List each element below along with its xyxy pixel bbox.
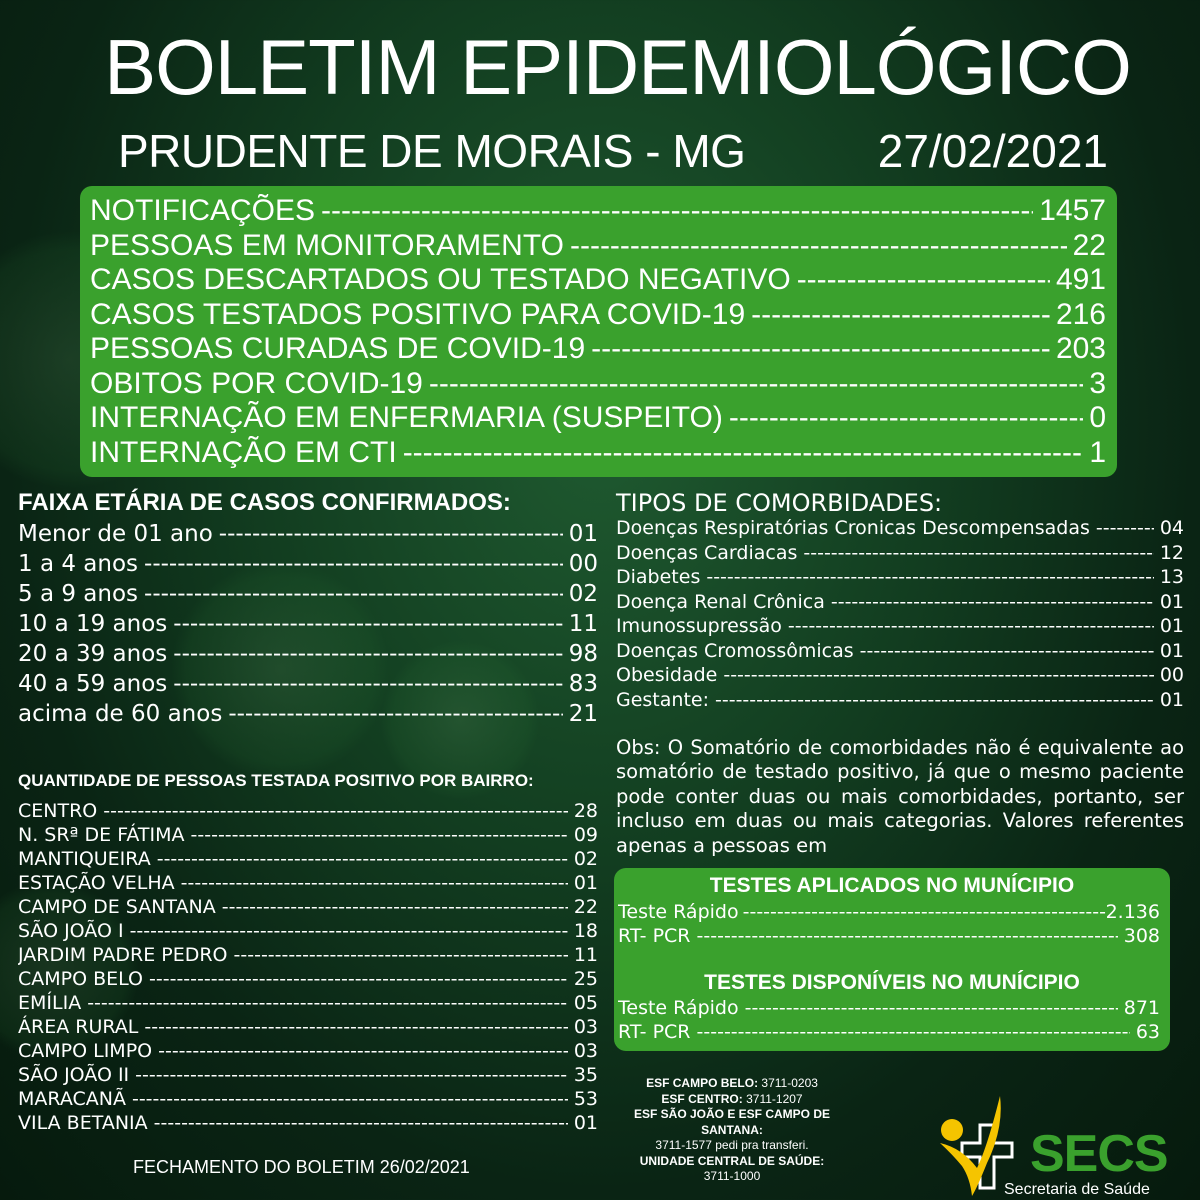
contact-label: ESF CENTRO: (661, 1091, 743, 1106)
neighborhood-row (18, 895, 598, 919)
leader-dashes (797, 263, 1050, 298)
neighborhoods-title: QUANTIDADE DE PESSOAS TESTADA POSITIVO POR BAIRRO: (18, 771, 534, 790)
leader-dashes (831, 590, 1154, 615)
comorbidity-value: 12 (1159, 541, 1184, 564)
tests-applied-title: TESTES APLICADOS NO MUNÍCIPIO (709, 874, 1075, 897)
leader-dashes (87, 991, 568, 1015)
leader-dashes (697, 924, 1118, 948)
comorbidity-row (616, 565, 1184, 590)
contact-line (612, 1107, 852, 1138)
neighborhood-value: 09 (573, 824, 598, 846)
summary-label: CASOS DESCARTADOS OU TESTADO NEGATIVO (90, 263, 791, 296)
neighborhood-value: 05 (573, 992, 598, 1014)
contact-line (612, 1169, 852, 1185)
leader-dashes (745, 996, 1118, 1020)
summary-row (90, 263, 1106, 298)
comorbidity-label: Diabetes (616, 566, 701, 588)
summary-label: INTERNAÇÃO EM CTI (90, 435, 397, 469)
leader-dashes (144, 1015, 567, 1039)
comorbidity-row (616, 516, 1184, 541)
leader-dashes (222, 895, 568, 919)
logo-subtitle: Secretaria de Saúde (1004, 1181, 1150, 1198)
summary-value: 22 (1072, 228, 1106, 262)
leader-dashes (788, 614, 1154, 639)
neighborhood-value: 01 (573, 872, 598, 894)
age-row (18, 549, 598, 579)
neighborhood-value: 02 (573, 848, 598, 870)
age-value: 00 (568, 551, 598, 577)
neighborhood-label: SÃO JOÃO II (18, 1064, 130, 1086)
age-row (18, 609, 598, 639)
comorbidity-row (616, 663, 1184, 688)
neighborhood-value: 53 (573, 1088, 598, 1110)
neighborhood-row (18, 943, 598, 967)
tests-panel (614, 868, 1170, 1051)
leader-dashes (723, 663, 1153, 688)
summary-row (90, 367, 1106, 402)
age-value: 21 (568, 701, 598, 727)
comorbidity-label: Imunossupressão (616, 615, 782, 637)
summary-row (90, 332, 1106, 367)
leader-dashes (321, 194, 1033, 229)
comorbidity-label: Doenças Cardiacas (616, 541, 798, 564)
summary-value: 3 (1089, 366, 1106, 400)
contact-label: ESF CAMPO BELO: (646, 1076, 759, 1090)
test-value: 308 (1123, 925, 1160, 947)
neighborhood-label: N. SRª DE FÁTIMA (18, 824, 185, 846)
age-row (18, 519, 598, 549)
neighborhood-label: JARDIM PADRE PEDRO (18, 944, 228, 966)
leader-dashes (130, 919, 568, 943)
leader-dashes (173, 609, 562, 639)
summary-label: CASOS TESTADOS POSITIVO PARA COVID-19 (90, 297, 746, 331)
age-value: 98 (568, 641, 598, 667)
neighborhood-label: MARACANÃ (18, 1088, 126, 1110)
leader-dashes (234, 943, 568, 967)
summary-label: PESSOAS EM MONITORAMENTO (90, 228, 564, 262)
leader-dashes (570, 229, 1067, 264)
leader-dashes (219, 519, 563, 549)
neighborhood-value: 22 (573, 896, 598, 918)
leader-dashes (144, 549, 563, 579)
contact-line (612, 1076, 852, 1092)
age-row (18, 699, 598, 729)
leader-dashes (751, 298, 1050, 333)
summary-value: 1 (1089, 435, 1106, 469)
age-value: 02 (568, 581, 598, 607)
comorbidity-row (616, 541, 1184, 566)
summary-value: 0 (1089, 401, 1106, 434)
leader-dashes (697, 1020, 1130, 1044)
contact-label: UNIDADE CENTRAL DE SAÚDE: (639, 1153, 825, 1168)
leader-dashes (132, 1087, 568, 1111)
test-value: 2.136 (1105, 901, 1160, 923)
comorbidity-label: Doenças Cromossômicas (616, 639, 854, 662)
summary-row (90, 298, 1106, 333)
leader-dashes (173, 669, 562, 699)
leader-dashes (103, 799, 568, 823)
comorbidities-list (616, 516, 1184, 712)
test-row (618, 1020, 1160, 1044)
leader-dashes (803, 541, 1153, 566)
neighborhood-row (18, 1039, 598, 1063)
neighborhood-label: EMÍLIA (18, 992, 82, 1014)
comorbidity-label: Obesidade (616, 664, 718, 686)
page-title: BOLETIM EPIDEMIOLÓGICO (104, 23, 1131, 111)
leader-dashes (1096, 516, 1154, 541)
neighborhoods-list (18, 799, 598, 1135)
neighborhood-row (18, 823, 598, 847)
neighborhood-row (18, 847, 598, 871)
age-row (18, 669, 598, 699)
leader-dashes (154, 1111, 568, 1135)
bulletin-date: 27/02/2021 (877, 125, 1108, 177)
test-value: 871 (1123, 997, 1160, 1019)
leader-dashes (429, 367, 1083, 402)
neighborhood-row (18, 1063, 598, 1087)
age-value: 01 (568, 521, 598, 547)
leader-dashes (403, 436, 1084, 471)
tests-available-title: TESTES DISPONÍVEIS NO MUNÍCIPIO (704, 971, 1080, 994)
age-row (18, 639, 598, 669)
tests-applied-list (618, 900, 1160, 948)
neighborhood-value: 28 (573, 800, 598, 822)
age-groups-title: FAIXA ETÁRIA DE CASOS CONFIRMADOS: (18, 489, 511, 516)
leader-dashes (191, 823, 568, 847)
summary-label: INTERNAÇÃO EM ENFERMARIA (SUSPEITO) (90, 401, 723, 434)
comorbidity-value: 01 (1159, 639, 1184, 662)
leader-dashes (157, 847, 568, 871)
test-row (618, 900, 1160, 924)
contact-line (612, 1154, 852, 1170)
comorbidity-label: Gestante: (616, 688, 709, 711)
contact-number: 3711-0203 (761, 1076, 818, 1090)
comorbidity-value: 13 (1159, 566, 1184, 588)
leader-dashes (149, 967, 568, 991)
leader-dashes (144, 579, 563, 609)
comorbidity-row (616, 639, 1184, 664)
comorbidity-label: Doença Renal Crônica (616, 590, 825, 613)
summary-row (90, 194, 1106, 229)
comorbidity-value: 04 (1159, 517, 1184, 539)
comorbidities-title: TIPOS DE COMORBIDADES: (616, 489, 943, 517)
comorbidity-row (616, 590, 1184, 615)
neighborhood-row (18, 1015, 598, 1039)
neighborhood-label: CAMPO DE SANTANA (18, 896, 216, 918)
leader-dashes (715, 688, 1154, 713)
comorbidities-note: Obs: O Somatório de comorbidades não é equivalente ao somatório de testado positivo, já que o mesmo paciente pode conter duas ou mais comorbidades, portanto, ser incluso em duas ou mais categorias. Valores referentes apenas a pessoas em (616, 736, 1184, 857)
age-row (18, 579, 598, 609)
bulletin-closing-date: FECHAMENTO DO BOLETIM 26/02/2021 (133, 1157, 470, 1177)
test-row (618, 924, 1160, 948)
comorbidity-row (616, 614, 1184, 639)
neighborhood-label: MANTIQUEIRA (18, 848, 151, 870)
neighborhood-value: 11 (573, 944, 598, 966)
summary-label: NOTIFICAÇÕES (90, 194, 316, 227)
neighborhood-label: VILA BETANIA (18, 1112, 148, 1134)
leader-dashes (135, 1063, 568, 1087)
test-value: 63 (1135, 1021, 1160, 1043)
neighborhood-label: CENTRO (18, 800, 98, 822)
summary-value: 216 (1055, 297, 1106, 331)
neighborhood-value: 18 (573, 920, 598, 942)
comorbidity-value: 01 (1159, 688, 1184, 711)
test-label: RT- PCR (618, 1021, 691, 1043)
contacts-block (612, 1076, 852, 1185)
leader-dashes (743, 900, 1106, 924)
neighborhood-row (18, 1111, 598, 1135)
summary-value: 1457 (1039, 194, 1106, 227)
leader-dashes (228, 699, 562, 729)
summary-label: PESSOAS CURADAS DE COVID-19 (90, 332, 586, 365)
neighborhood-label: CAMPO LIMPO (18, 1040, 153, 1062)
comorbidity-value: 00 (1159, 664, 1184, 686)
age-value: 11 (568, 611, 598, 637)
test-label: RT- PCR (618, 925, 691, 947)
age-label: 10 a 19 anos (18, 611, 168, 637)
neighborhood-row (18, 967, 598, 991)
contact-number: 3711-1577 pedi pra transferi. (655, 1138, 809, 1152)
summary-list (90, 194, 1106, 470)
tests-available-list (618, 996, 1160, 1044)
contact-label: ESF SÃO JOÃO E ESF CAMPO DE SANTANA: (633, 1107, 831, 1137)
comorbidity-label: Doenças Respiratórias Cronicas Descompensadas (616, 517, 1090, 539)
summary-value: 203 (1055, 332, 1106, 365)
age-groups-list (18, 519, 598, 729)
neighborhood-row (18, 919, 598, 943)
neighborhood-row (18, 799, 598, 823)
neighborhood-value: 35 (573, 1064, 598, 1086)
leader-dashes (591, 332, 1050, 367)
summary-value: 491 (1055, 263, 1106, 296)
age-label: 40 a 59 anos (18, 671, 168, 697)
neighborhood-row (18, 871, 598, 895)
neighborhood-label: CAMPO BELO (18, 968, 144, 990)
comorbidity-value: 01 (1159, 590, 1184, 613)
neighborhood-value: 01 (573, 1112, 598, 1134)
leader-dashes (706, 565, 1153, 590)
age-label: 20 a 39 anos (18, 641, 168, 667)
contact-number: 3711-1207 (746, 1091, 803, 1106)
age-value: 83 (568, 671, 598, 697)
leader-dashes (729, 401, 1083, 436)
neighborhood-row (18, 991, 598, 1015)
age-label: 5 a 9 anos (18, 581, 139, 607)
neighborhood-value: 03 (573, 1016, 598, 1038)
neighborhood-label: ÁREA RURAL (18, 1016, 139, 1038)
neighborhood-label: SÃO JOÃO I (18, 920, 124, 942)
age-label: acima de 60 anos (18, 701, 223, 727)
secs-logo (932, 1088, 1168, 1198)
neighborhood-value: 25 (573, 968, 598, 990)
logo-name: SECS (1030, 1125, 1168, 1183)
test-row (618, 996, 1160, 1020)
comorbidity-row (616, 688, 1184, 713)
summary-label: OBITOS POR COVID-19 (90, 366, 423, 400)
leader-dashes (860, 639, 1154, 664)
city-name: PRUDENTE DE MORAIS - MG (118, 125, 746, 177)
leader-dashes (158, 1039, 568, 1063)
summary-row (90, 436, 1106, 471)
comorbidity-value: 01 (1159, 615, 1184, 637)
age-label: 1 a 4 anos (18, 551, 139, 577)
neighborhood-value: 03 (573, 1040, 598, 1062)
test-label: Teste Rápido (618, 901, 739, 923)
summary-row (90, 229, 1106, 264)
contact-number: 3711-1000 (703, 1169, 761, 1183)
neighborhood-label: ESTAÇÃO VELHA (18, 872, 175, 894)
summary-row (90, 401, 1106, 436)
contact-line (612, 1092, 852, 1108)
age-label: Menor de 01 ano (18, 521, 213, 547)
test-label: Teste Rápido (618, 997, 739, 1019)
leader-dashes (181, 871, 568, 895)
leader-dashes (173, 639, 562, 669)
neighborhood-row (18, 1087, 598, 1111)
contact-line (612, 1138, 852, 1154)
